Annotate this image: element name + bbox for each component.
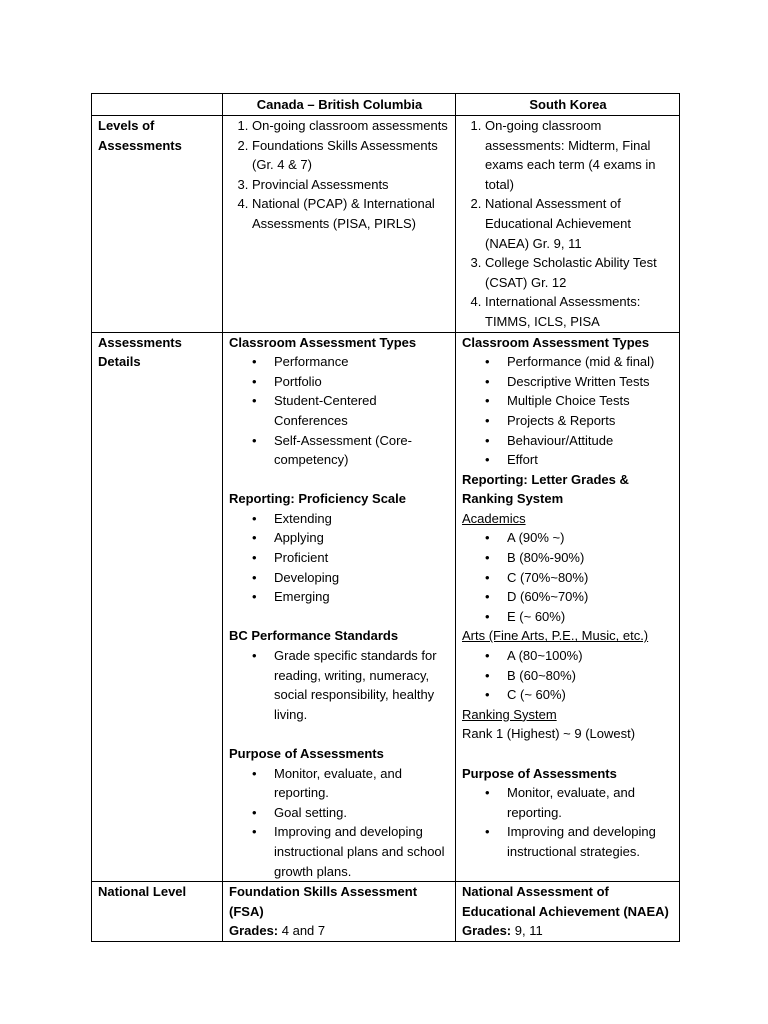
list-item: • Performance (mid & final) bbox=[507, 352, 674, 372]
list-item: • A (90% ~) bbox=[507, 528, 674, 548]
list-item: • Applying bbox=[274, 528, 450, 548]
levels-label: Levels of Assessments bbox=[92, 116, 223, 333]
canada-reporting-list bbox=[229, 509, 450, 607]
list-item: • B (80%-90%) bbox=[507, 548, 674, 568]
list-item: • Descriptive Written Tests bbox=[507, 372, 674, 392]
details-row bbox=[92, 332, 680, 882]
details-canada-cell bbox=[223, 332, 456, 882]
list-item: • Self-Assessment (Core-competency) bbox=[274, 431, 450, 470]
list-item: 2. National Assessment of Educational Achievement (NAEA) Gr. 9, 11 bbox=[485, 194, 674, 253]
korea-purpose-heading: Purpose of Assessments bbox=[462, 765, 617, 781]
korea-classroom-heading: Classroom Assessment Types bbox=[462, 334, 650, 350]
list-item: • Grade specific standards for reading, writing, numeracy, social responsibility, healthy living. bbox=[274, 646, 450, 724]
list-item: • Multiple Choice Tests bbox=[507, 391, 674, 411]
levels-korea-list bbox=[462, 116, 674, 332]
list-item: • Improving and developing instructional plans and school growth plans. bbox=[274, 822, 450, 881]
grades-label: Grades: bbox=[462, 923, 512, 939]
list-item: • Projects & Reports bbox=[507, 411, 674, 431]
korea-arts-heading: Arts (Fine Arts, P.E., Music, etc.) bbox=[462, 628, 649, 644]
details-label: Assessments Details bbox=[92, 332, 223, 882]
korea-purpose-list bbox=[462, 783, 674, 861]
list-item: • C (70%~80%) bbox=[507, 568, 674, 588]
canada-national-grades bbox=[229, 921, 450, 941]
header-canada: Canada – British Columbia bbox=[223, 94, 456, 116]
header-row bbox=[92, 94, 680, 116]
national-row bbox=[92, 882, 680, 942]
grades-label: Grades: bbox=[229, 923, 279, 939]
canada-classroom-list bbox=[229, 352, 450, 470]
canada-classroom-heading: Classroom Assessment Types bbox=[229, 334, 417, 350]
korea-academics-heading: Academics bbox=[462, 510, 526, 526]
korea-academics-list bbox=[462, 528, 674, 626]
list-item: 3. Provincial Assessments bbox=[252, 175, 450, 195]
korea-reporting-heading: Reporting: Letter Grades & Ranking System bbox=[462, 471, 629, 507]
list-item: • A (80~100%) bbox=[507, 646, 674, 666]
list-item: • Proficient bbox=[274, 548, 450, 568]
levels-canada-list bbox=[229, 116, 450, 234]
grades-value: 4 and 7 bbox=[278, 923, 326, 939]
canada-reporting-heading: Reporting: Proficiency Scale bbox=[229, 491, 406, 507]
list-item: • Goal setting. bbox=[274, 803, 450, 823]
header-korea: South Korea bbox=[456, 94, 680, 116]
list-item: • C (~ 60%) bbox=[507, 685, 674, 705]
list-item: 1. On-going classroom assessments bbox=[252, 116, 450, 136]
list-item: • Monitor, evaluate, and reporting. bbox=[274, 764, 450, 803]
list-item: 4. National (PCAP) & International Assessments (PISA, PIRLS) bbox=[252, 194, 450, 233]
list-item: • Developing bbox=[274, 568, 450, 588]
list-item: • Improving and developing instructional strategies. bbox=[507, 822, 674, 861]
canada-national-title: Foundation Skills Assessment (FSA) bbox=[229, 884, 418, 919]
levels-korea-cell bbox=[456, 116, 680, 333]
details-korea-cell bbox=[456, 332, 680, 882]
list-item: 2. Foundations Skills Assessments (Gr. 4 & 7) bbox=[252, 136, 450, 175]
grades-value: 9, 11 bbox=[511, 923, 543, 939]
korea-national-grades bbox=[462, 921, 674, 941]
levels-canada-cell bbox=[223, 116, 456, 333]
national-label: National Level bbox=[92, 882, 223, 942]
list-item: • Effort bbox=[507, 450, 674, 470]
header-empty-cell bbox=[92, 94, 223, 116]
levels-row bbox=[92, 116, 680, 333]
list-item: 3. College Scholastic Ability Test (CSAT) Gr. 12 bbox=[485, 253, 674, 292]
comparison-table bbox=[91, 93, 680, 942]
list-item: 1. On-going classroom assessments: Midterm, Final exams each term (4 exams in total) bbox=[485, 116, 674, 194]
list-item: • Behaviour/Attitude bbox=[507, 431, 674, 451]
korea-ranking-heading: Ranking System bbox=[462, 706, 557, 722]
canada-standards-list bbox=[229, 646, 450, 724]
canada-purpose-list bbox=[229, 764, 450, 882]
list-item: • B (60~80%) bbox=[507, 666, 674, 686]
korea-ranking-text: Rank 1 (Highest) ~ 9 (Lowest) bbox=[462, 726, 636, 742]
canada-purpose-heading: Purpose of Assessments bbox=[229, 746, 384, 761]
list-item: • Monitor, evaluate, and reporting. bbox=[507, 783, 674, 822]
canada-standards-heading: BC Performance Standards bbox=[229, 628, 399, 644]
list-item: • Student-Centered Conferences bbox=[274, 391, 450, 430]
national-canada-cell bbox=[223, 882, 456, 942]
national-korea-cell bbox=[456, 882, 680, 942]
list-item: • Performance bbox=[274, 352, 450, 372]
list-item: 4. International Assessments: TIMMS, ICLS, PISA bbox=[485, 292, 674, 331]
korea-arts-list bbox=[462, 646, 674, 705]
list-item: • Portfolio bbox=[274, 372, 450, 392]
list-item: • E (~ 60%) bbox=[507, 607, 674, 627]
korea-classroom-list bbox=[462, 352, 674, 470]
list-item: • D (60%~70%) bbox=[507, 587, 674, 607]
list-item: • Extending bbox=[274, 509, 450, 529]
korea-national-title: National Assessment of Educational Achievement (NAEA) bbox=[462, 884, 669, 919]
list-item: • Emerging bbox=[274, 587, 450, 607]
